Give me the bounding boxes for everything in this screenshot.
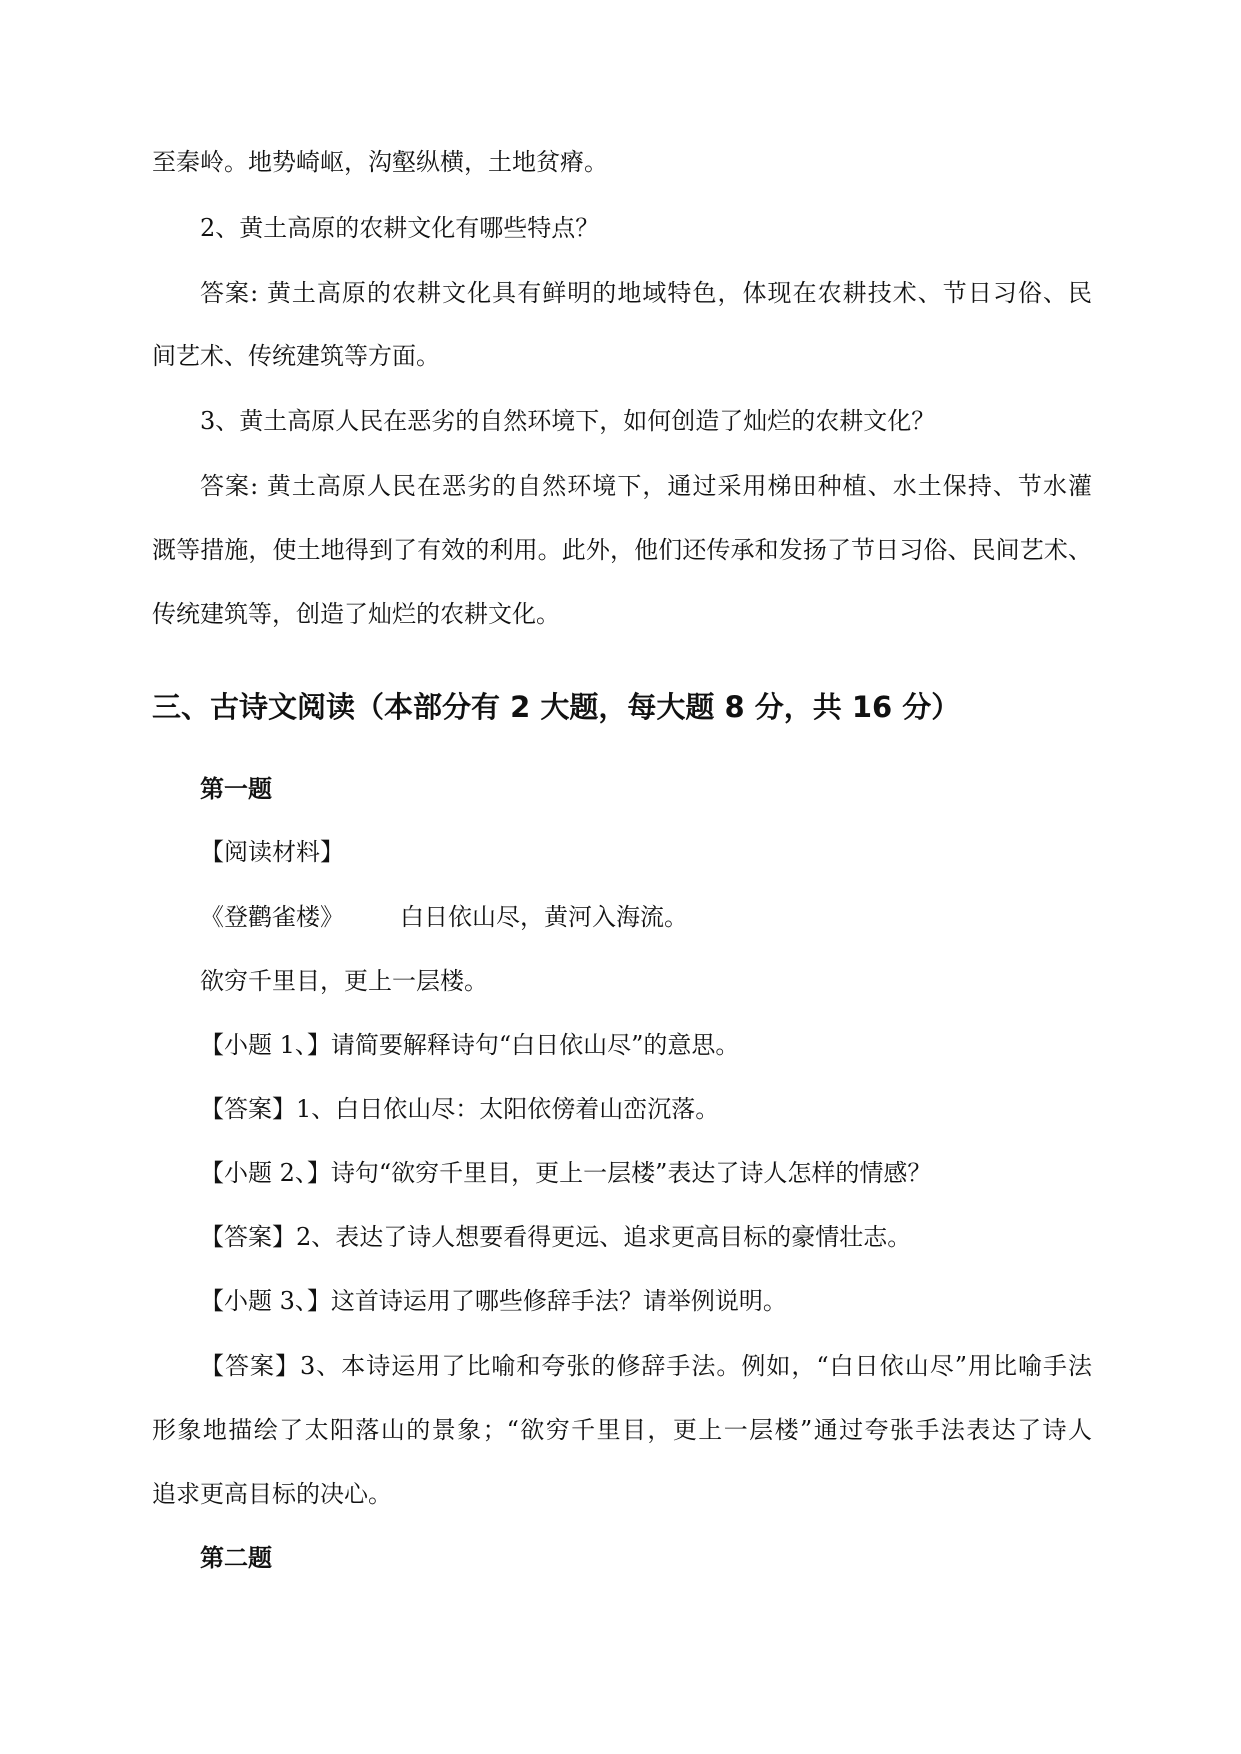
answer-2-line-2: 间艺术、传统建筑等方面。 xyxy=(152,342,440,370)
poem-line-1 xyxy=(200,901,1140,933)
sub-question-1: 【小题 1、】请简要解释诗句“白日依山尽”的意思。 xyxy=(200,1031,740,1059)
part-2-title: 第二题 xyxy=(200,1544,272,1572)
sub-question-3: 【小题 3、】这首诗运用了哪些修辞手法？请举例说明。 xyxy=(200,1287,787,1315)
sub-answer-2: 【答案】2、表达了诗人想要看得更远、追求更高目标的豪情壮志。 xyxy=(200,1223,912,1251)
section-3-heading: 三、古诗文阅读（本部分有 2 大题，每大题 8 分，共 16 分） xyxy=(152,690,961,724)
sub-answer-3-line-3: 追求更高目标的决心。 xyxy=(152,1480,392,1508)
sub-question-2: 【小题 2、】诗句“欲穷千里目，更上一层楼”表达了诗人怎样的情感？ xyxy=(200,1159,932,1187)
part-1-title: 第一题 xyxy=(200,775,272,803)
question-3: 3、黄土高原人民在恶劣的自然环境下，如何创造了灿烂的农耕文化？ xyxy=(200,407,936,435)
answer-3-line-2: 溉等措施，使土地得到了有效的利用。此外，他们还传承和发扬了节日习俗、民间艺术、 xyxy=(152,536,1092,564)
answer-3-line-3: 传统建筑等，创造了灿烂的农耕文化。 xyxy=(152,600,560,628)
poem-verse-1: 白日依山尽，黄河入海流。 xyxy=(400,903,688,931)
poem-title: 《登鹳雀楼》 xyxy=(200,903,344,931)
question-2: 2、黄土高原的农耕文化有哪些特点？ xyxy=(200,214,600,242)
paragraph-continuation: 至秦岭。地势崎岖，沟壑纵横，土地贫瘠。 xyxy=(152,148,608,176)
sub-answer-3-line-1: 【答案】3、本诗运用了比喻和夸张的修辞手法。例如，“白日依山尽”用比喻手法 xyxy=(200,1352,1092,1380)
sub-answer-3-line-2: 形象地描绘了太阳落山的景象；“欲穷千里目，更上一层楼”通过夸张手法表达了诗人 xyxy=(152,1416,1092,1444)
answer-3-line-1: 答案: 黄土高原人民在恶劣的自然环境下，通过采用梯田种植、水土保持、节水灌 xyxy=(200,472,1092,500)
answer-2-line-1: 答案: 黄土高原的农耕文化具有鲜明的地域特色，体现在农耕技术、节日习俗、民 xyxy=(200,279,1092,307)
sub-answer-1: 【答案】1、白日依山尽：太阳依傍着山峦沉落。 xyxy=(200,1095,720,1123)
reading-material-label: 【阅读材料】 xyxy=(200,838,344,866)
poem-verse-2: 欲穷千里目，更上一层楼。 xyxy=(200,967,488,995)
